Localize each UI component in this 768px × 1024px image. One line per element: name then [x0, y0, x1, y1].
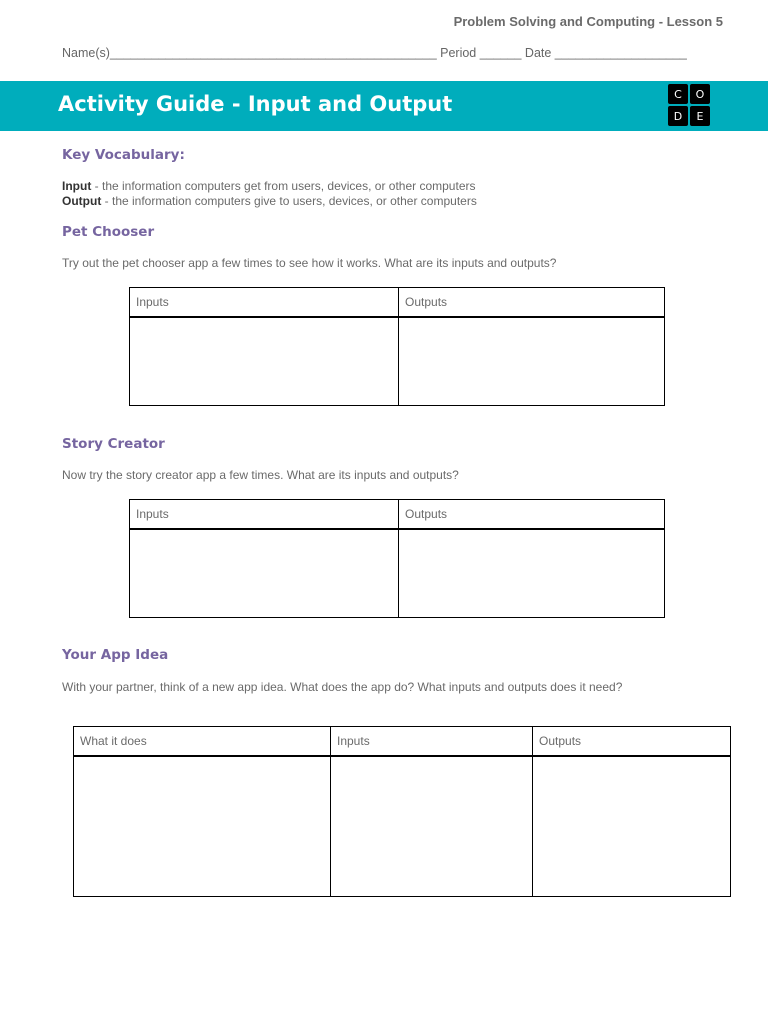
pet-chooser-heading: Pet Chooser	[62, 224, 155, 240]
course-lesson-title: Problem Solving and Computing - Lesson 5	[453, 14, 723, 29]
column-header: Inputs	[331, 727, 533, 757]
column-header: Inputs	[130, 500, 399, 530]
app-idea-prompt: With your partner, think of a new app idea. What does the app do? What inputs and outputs does it need?	[62, 680, 623, 694]
outputs-answer-cell[interactable]	[399, 317, 665, 405]
logo-letter: D	[668, 106, 688, 126]
app-idea-heading: Your App Idea	[62, 647, 169, 663]
vocab-item-output	[62, 194, 477, 209]
column-header: What it does	[74, 727, 331, 757]
vocab-definition: - the information computers get from users, devices, or other computers	[91, 179, 476, 193]
page-title: Activity Guide - Input and Output	[58, 92, 453, 116]
what-it-does-answer-cell[interactable]	[74, 756, 331, 896]
logo-letter: O	[690, 84, 710, 104]
vocab-definition: - the information computers give to users, devices, or other computers	[101, 194, 477, 208]
vocabulary-heading: Key Vocabulary:	[62, 147, 185, 163]
logo-letter: C	[668, 84, 688, 104]
name-period-date-line: Name(s)_______________________________________________ Period ______ Date ___________________	[62, 46, 687, 60]
inputs-answer-cell[interactable]	[130, 317, 399, 405]
vocab-term: Output	[62, 194, 102, 208]
app-idea-table	[73, 726, 731, 897]
pet-chooser-prompt: Try out the pet chooser app a few times to see how it works. What are its inputs and outputs?	[62, 256, 557, 270]
outputs-answer-cell[interactable]	[399, 529, 665, 617]
vocabulary-list	[62, 179, 477, 209]
vocab-item-input	[62, 179, 477, 194]
logo-letter: E	[690, 106, 710, 126]
story-creator-heading: Story Creator	[62, 436, 165, 452]
pet-chooser-table	[129, 287, 665, 406]
column-header: Inputs	[130, 288, 399, 318]
outputs-answer-cell[interactable]	[533, 756, 731, 896]
vocab-term: Input	[62, 179, 92, 193]
column-header: Outputs	[533, 727, 731, 757]
column-header: Outputs	[399, 500, 665, 530]
inputs-answer-cell[interactable]	[331, 756, 533, 896]
story-creator-table	[129, 499, 665, 618]
inputs-answer-cell[interactable]	[130, 529, 399, 617]
title-banner	[0, 81, 768, 131]
code-logo	[668, 84, 710, 126]
column-header: Outputs	[399, 288, 665, 318]
story-creator-prompt: Now try the story creator app a few times. What are its inputs and outputs?	[62, 468, 459, 482]
